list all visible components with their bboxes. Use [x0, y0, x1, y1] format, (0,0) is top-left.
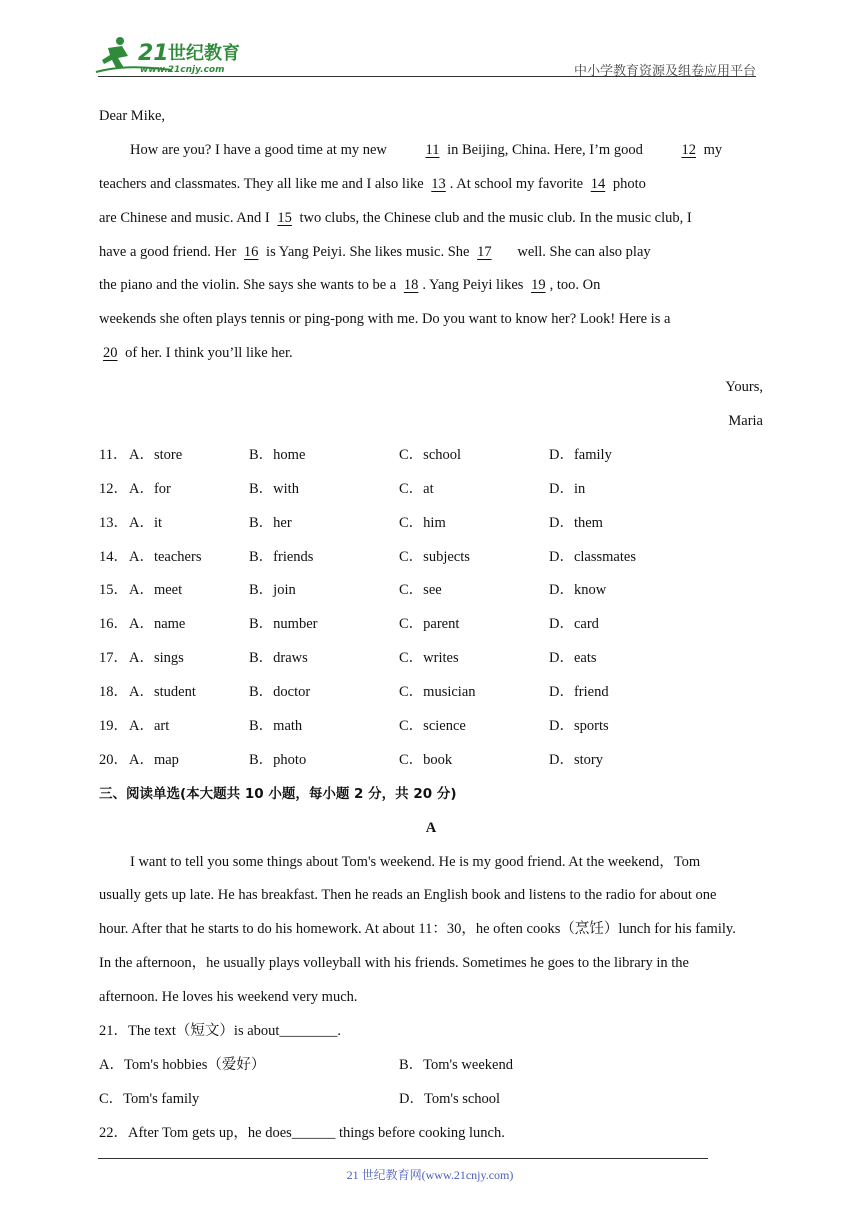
option-a[interactable]	[99, 713, 249, 747]
letter-line	[99, 272, 763, 306]
footer-divider	[98, 1158, 708, 1159]
answer-blank[interactable]: 17	[477, 243, 492, 260]
option-text: B．her	[249, 514, 292, 531]
option-c[interactable]	[399, 713, 549, 747]
passage-line: I want to tell you some things about Tom's weekend. He is my good friend. At the weekend，Tom	[130, 853, 701, 870]
option-b[interactable]	[249, 476, 399, 510]
option-text: A．it	[129, 514, 163, 531]
answer-blank[interactable]: 11	[425, 141, 440, 158]
option-a[interactable]	[99, 442, 249, 476]
option-text: C．writes	[399, 650, 459, 667]
letter-line	[99, 306, 763, 340]
option-b[interactable]	[249, 611, 399, 645]
question-options-row	[99, 544, 763, 578]
option-text: C．him	[399, 514, 446, 531]
option-text: A．store	[129, 446, 183, 463]
question-number: 11．	[99, 446, 128, 463]
cloze-options	[99, 442, 763, 781]
option-text: C．subjects	[399, 548, 470, 565]
option-a[interactable]	[99, 645, 249, 679]
option-c[interactable]	[399, 577, 549, 611]
letter-text: is Yang Peiyi. She likes music. She	[262, 243, 474, 260]
logo-url: www.21cnjy.com	[140, 65, 225, 75]
question-number: 18．	[99, 684, 128, 701]
option-text: C．at	[399, 480, 434, 497]
letter-text: How are you? I have a good time at my new	[130, 141, 391, 158]
option-text: B．doctor	[249, 684, 311, 701]
option-d[interactable]	[549, 544, 699, 578]
option-text: A．art	[129, 718, 170, 735]
option-text: D．eats	[549, 650, 597, 667]
option-a[interactable]	[99, 577, 249, 611]
letter-text: . Yang Peiyi likes	[422, 277, 528, 294]
letter-text: of her. I think you’ll like her.	[121, 345, 293, 362]
question-21-option-a[interactable]: A．Tom's hobbies（爱好）	[99, 1056, 266, 1073]
option-c[interactable]	[399, 442, 549, 476]
option-text: D．friend	[549, 684, 609, 701]
option-text: C．school	[399, 446, 462, 463]
option-d[interactable]	[549, 611, 699, 645]
question-options-row	[99, 611, 763, 645]
option-c[interactable]	[399, 645, 549, 679]
option-d[interactable]	[549, 713, 699, 747]
option-text: D．in	[549, 480, 586, 497]
passage-line: hour. After that he starts to do his homework. At about 11：30，he often cooks（烹饪）lunch for his family.	[99, 921, 736, 938]
option-text: C．musician	[399, 684, 476, 701]
option-text: C．see	[399, 582, 442, 599]
letter-line	[99, 205, 763, 239]
option-text: D．sports	[549, 718, 609, 735]
option-text: B．friends	[249, 548, 314, 565]
question-number: 20．	[99, 751, 128, 768]
option-a[interactable]	[99, 611, 249, 645]
option-b[interactable]	[249, 510, 399, 544]
option-b[interactable]	[249, 442, 399, 476]
question-number: 12．	[99, 480, 128, 497]
question-options-row	[99, 442, 763, 476]
option-a[interactable]	[99, 510, 249, 544]
answer-blank[interactable]: 16	[243, 243, 259, 260]
option-text: D．card	[549, 616, 599, 633]
question-options-row	[99, 645, 763, 679]
option-text: A．meet	[129, 582, 183, 599]
logo	[94, 34, 264, 76]
option-b[interactable]	[249, 747, 399, 781]
option-b[interactable]	[249, 679, 399, 713]
option-d[interactable]	[549, 510, 699, 544]
letter-body	[99, 137, 763, 374]
question-21-option-c[interactable]: C．Tom's family	[99, 1090, 200, 1107]
question-options-row	[99, 510, 763, 544]
option-text: B．join	[249, 582, 296, 599]
option-c[interactable]	[399, 679, 549, 713]
question-number: 14．	[99, 548, 128, 565]
letter-text: the piano and the violin. She says she wants to be a	[99, 277, 400, 294]
question-21-options-row-1	[99, 1052, 763, 1086]
option-text: A．map	[129, 751, 179, 768]
option-c[interactable]	[399, 544, 549, 578]
option-a[interactable]	[99, 476, 249, 510]
question-options-row	[99, 747, 763, 781]
option-text: B．draws	[249, 650, 308, 667]
passage-line: afternoon. He loves his weekend very much.	[99, 989, 358, 1006]
option-a[interactable]	[99, 544, 249, 578]
option-text: B．with	[249, 480, 299, 497]
option-text: B．math	[249, 718, 303, 735]
answer-blank[interactable]: 12	[681, 141, 696, 158]
option-text: D．story	[549, 751, 603, 768]
letter-text: in Beijing, China. Here, I’m good	[443, 141, 647, 158]
letter-line	[99, 340, 763, 374]
answer-blank[interactable]: 15	[277, 209, 292, 226]
question-options-row	[99, 577, 763, 611]
letter-text: . At school my favorite	[449, 175, 587, 192]
logo-text: 世纪教育	[168, 43, 240, 64]
option-c[interactable]	[399, 476, 549, 510]
option-a[interactable]	[99, 679, 249, 713]
option-text: C．parent	[399, 616, 460, 633]
answer-blank[interactable]: 14	[590, 175, 606, 192]
option-text: A．student	[129, 684, 196, 701]
letter-text: my	[699, 141, 723, 158]
letter-text: are Chinese and music. And I	[99, 209, 274, 226]
option-text: B．home	[249, 446, 306, 463]
option-b[interactable]	[249, 577, 399, 611]
header-divider	[98, 76, 756, 77]
option-text: D．classmates	[549, 548, 636, 565]
option-c[interactable]	[399, 611, 549, 645]
question-21-options-row-2	[99, 1086, 763, 1120]
option-text: A．sings	[129, 650, 184, 667]
option-text: B．photo	[249, 751, 307, 768]
letter-text: photo	[609, 175, 646, 192]
option-text: A．name	[129, 616, 186, 633]
letter-text: two clubs, the Chinese club and the music club. In the music club, I	[295, 209, 692, 226]
option-d[interactable]	[549, 679, 699, 713]
letter-text: well. She can also play	[495, 243, 651, 260]
letter-signature: Maria	[728, 413, 763, 430]
passage-line: usually gets up late. He has breakfast. Then he reads an English book and listens to the radio for about one	[99, 887, 717, 904]
letter-text: , too. On	[549, 277, 601, 294]
option-text: D．them	[549, 514, 603, 531]
option-d[interactable]	[549, 577, 699, 611]
reading-passage	[99, 849, 763, 1018]
answer-blank[interactable]: 19	[531, 277, 546, 294]
answer-blank[interactable]: 18	[403, 277, 419, 294]
page-header	[0, 0, 860, 80]
passage-line: In the afternoon，he usually plays volleyball with his friends. Sometimes he goes to the library in the	[99, 955, 689, 972]
option-c[interactable]	[399, 510, 549, 544]
question-number: 17．	[99, 650, 128, 667]
option-d[interactable]	[549, 442, 699, 476]
option-b[interactable]	[249, 713, 399, 747]
question-22-stem: 22．After Tom gets up，he does______ things before cooking lunch.	[99, 1124, 505, 1141]
question-21-option-b[interactable]: B．Tom's weekend	[399, 1056, 513, 1073]
question-number: 13．	[99, 514, 128, 531]
option-text: C．book	[399, 751, 453, 768]
footer-text: 21 世纪教育网(www.21cnjy.com)	[346, 1168, 514, 1182]
option-text: D．family	[549, 446, 612, 463]
document-body	[99, 103, 763, 1154]
question-options-row	[99, 679, 763, 713]
question-number: 16．	[99, 616, 128, 633]
letter-text: teachers and classmates. They all like me and I also like	[99, 175, 428, 192]
question-options-row	[99, 476, 763, 510]
logo-number: 21	[138, 41, 169, 66]
letter-text: weekends she often plays tennis or ping-pong with me. Do you want to know her? Look! Here is a	[99, 311, 671, 328]
answer-blank[interactable]: 13	[431, 175, 446, 192]
question-number: 19．	[99, 718, 128, 735]
option-d[interactable]	[549, 747, 699, 781]
option-text: D．know	[549, 582, 607, 599]
question-options-row	[99, 713, 763, 747]
option-text: A．for	[129, 480, 171, 497]
letter-closing: Yours,	[725, 379, 763, 396]
letter-text: have a good friend. Her	[99, 243, 240, 260]
question-number: 15．	[99, 582, 128, 599]
header-platform-text: 中小学教育资源及组卷应用平台	[573, 64, 756, 79]
section-title: 三、阅读单选(本大题共 10 小题，每小题 2 分，共 20 分)	[99, 785, 457, 802]
option-b[interactable]	[249, 544, 399, 578]
option-d[interactable]	[549, 645, 699, 679]
option-text: A．teachers	[129, 548, 202, 565]
answer-blank[interactable]: 20	[103, 345, 118, 362]
letter-greeting: Dear Mike,	[99, 108, 166, 124]
option-text: B．number	[249, 616, 318, 633]
option-d[interactable]	[549, 476, 699, 510]
question-21-stem: 21．The text（短文）is about________.	[99, 1023, 342, 1040]
passage-label: A	[425, 819, 437, 836]
letter-line	[99, 171, 763, 205]
letter-line	[99, 239, 763, 273]
letter-line	[99, 137, 763, 171]
option-b[interactable]	[249, 645, 399, 679]
option-c[interactable]	[399, 747, 549, 781]
option-a[interactable]	[99, 747, 249, 781]
question-21-option-d[interactable]: D．Tom's school	[399, 1090, 501, 1107]
option-text: C．science	[399, 718, 466, 735]
